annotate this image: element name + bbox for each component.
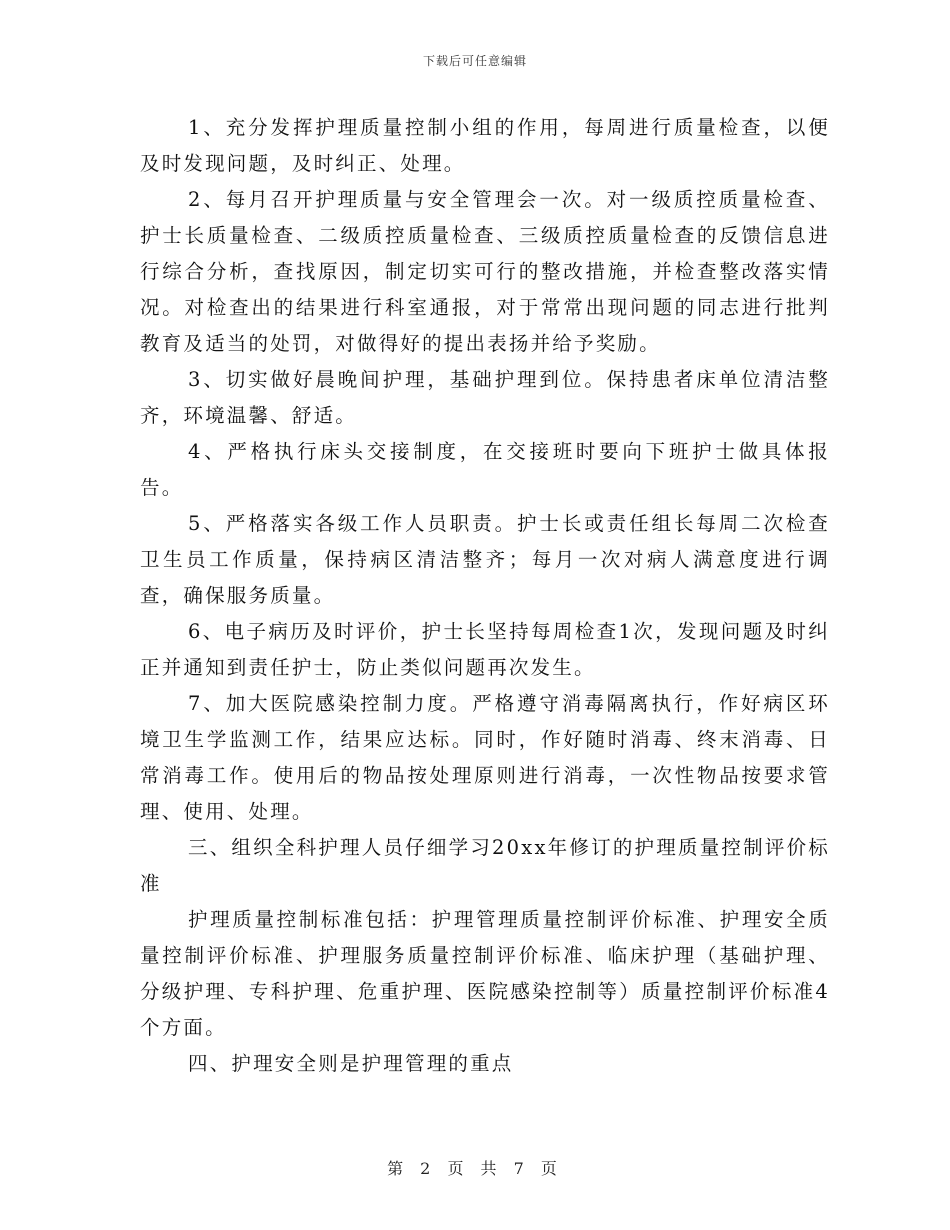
paragraph-item-2: 2、每月召开护理质量与安全管理会一次。对一级质控质量检查、护士长质量检查、二级质控质量检查、三级质控质量检查的反馈信息进行综合分析，查找原因，制定切实可行的整改措施，并检查整改落实情况。对检查出的结果进行科室通报，对于常常出现问题的同志进行批判教育及适当的处罚，对做得好的提出表扬并给予奖励。 — [140, 188, 830, 355]
section-heading-3: 三、组织全科护理人员仔细学习20xx年修订的护理质量控制评价标准 — [140, 836, 830, 895]
section-heading-4: 四、护理安全则是护理管理的重点 — [188, 1052, 514, 1075]
paragraph-standards: 护理质量控制标准包括：护理管理质量控制评价标准、护理安全质量控制评价标准、护理服务质量控制评价标准、临床护理（基础护理、分级护理、专科护理、危重护理、医院感染控制等）质量控制评价标准4个方面。 — [140, 908, 830, 1039]
paragraph-item-4: 4、严格执行床头交接制度，在交接班时要向下班护士做具体报告。 — [140, 440, 830, 499]
paragraph-item-1: 1、充分发挥护理质量控制小组的作用，每周进行质量检查，以便及时发现问题，及时纠正、处理。 — [140, 116, 830, 175]
document-body — [140, 110, 830, 1082]
paragraph-item-7: 7、加大医院感染控制力度。严格遵守消毒隔离执行，作好病区环境卫生学监测工作，结果应达标。同时，作好随时消毒、终末消毒、日常消毒工作。使用后的物品按处理原则进行消毒，一次性物品按要求管理、使用、处理。 — [140, 692, 830, 823]
paragraph-item-3: 3、切实做好晨晚间护理，基础护理到位。保持患者床单位清洁整齐，环境温馨、舒适。 — [140, 368, 830, 427]
paragraph-item-5: 5、严格落实各级工作人员职责。护士长或责任组长每周二次检查卫生员工作质量，保持病区清洁整齐；每月一次对病人满意度进行调查，确保服务质量。 — [140, 512, 830, 607]
paragraph-item-6: 6、电子病历及时评价，护士长坚持每周检查1次，发现问题及时纠正并通知到责任护士，防止类似问题再次发生。 — [140, 620, 830, 679]
page-header: 下载后可任意编辑 — [422, 54, 527, 68]
page-number-footer: 第 2 页 共 7 页 — [387, 1159, 563, 1178]
